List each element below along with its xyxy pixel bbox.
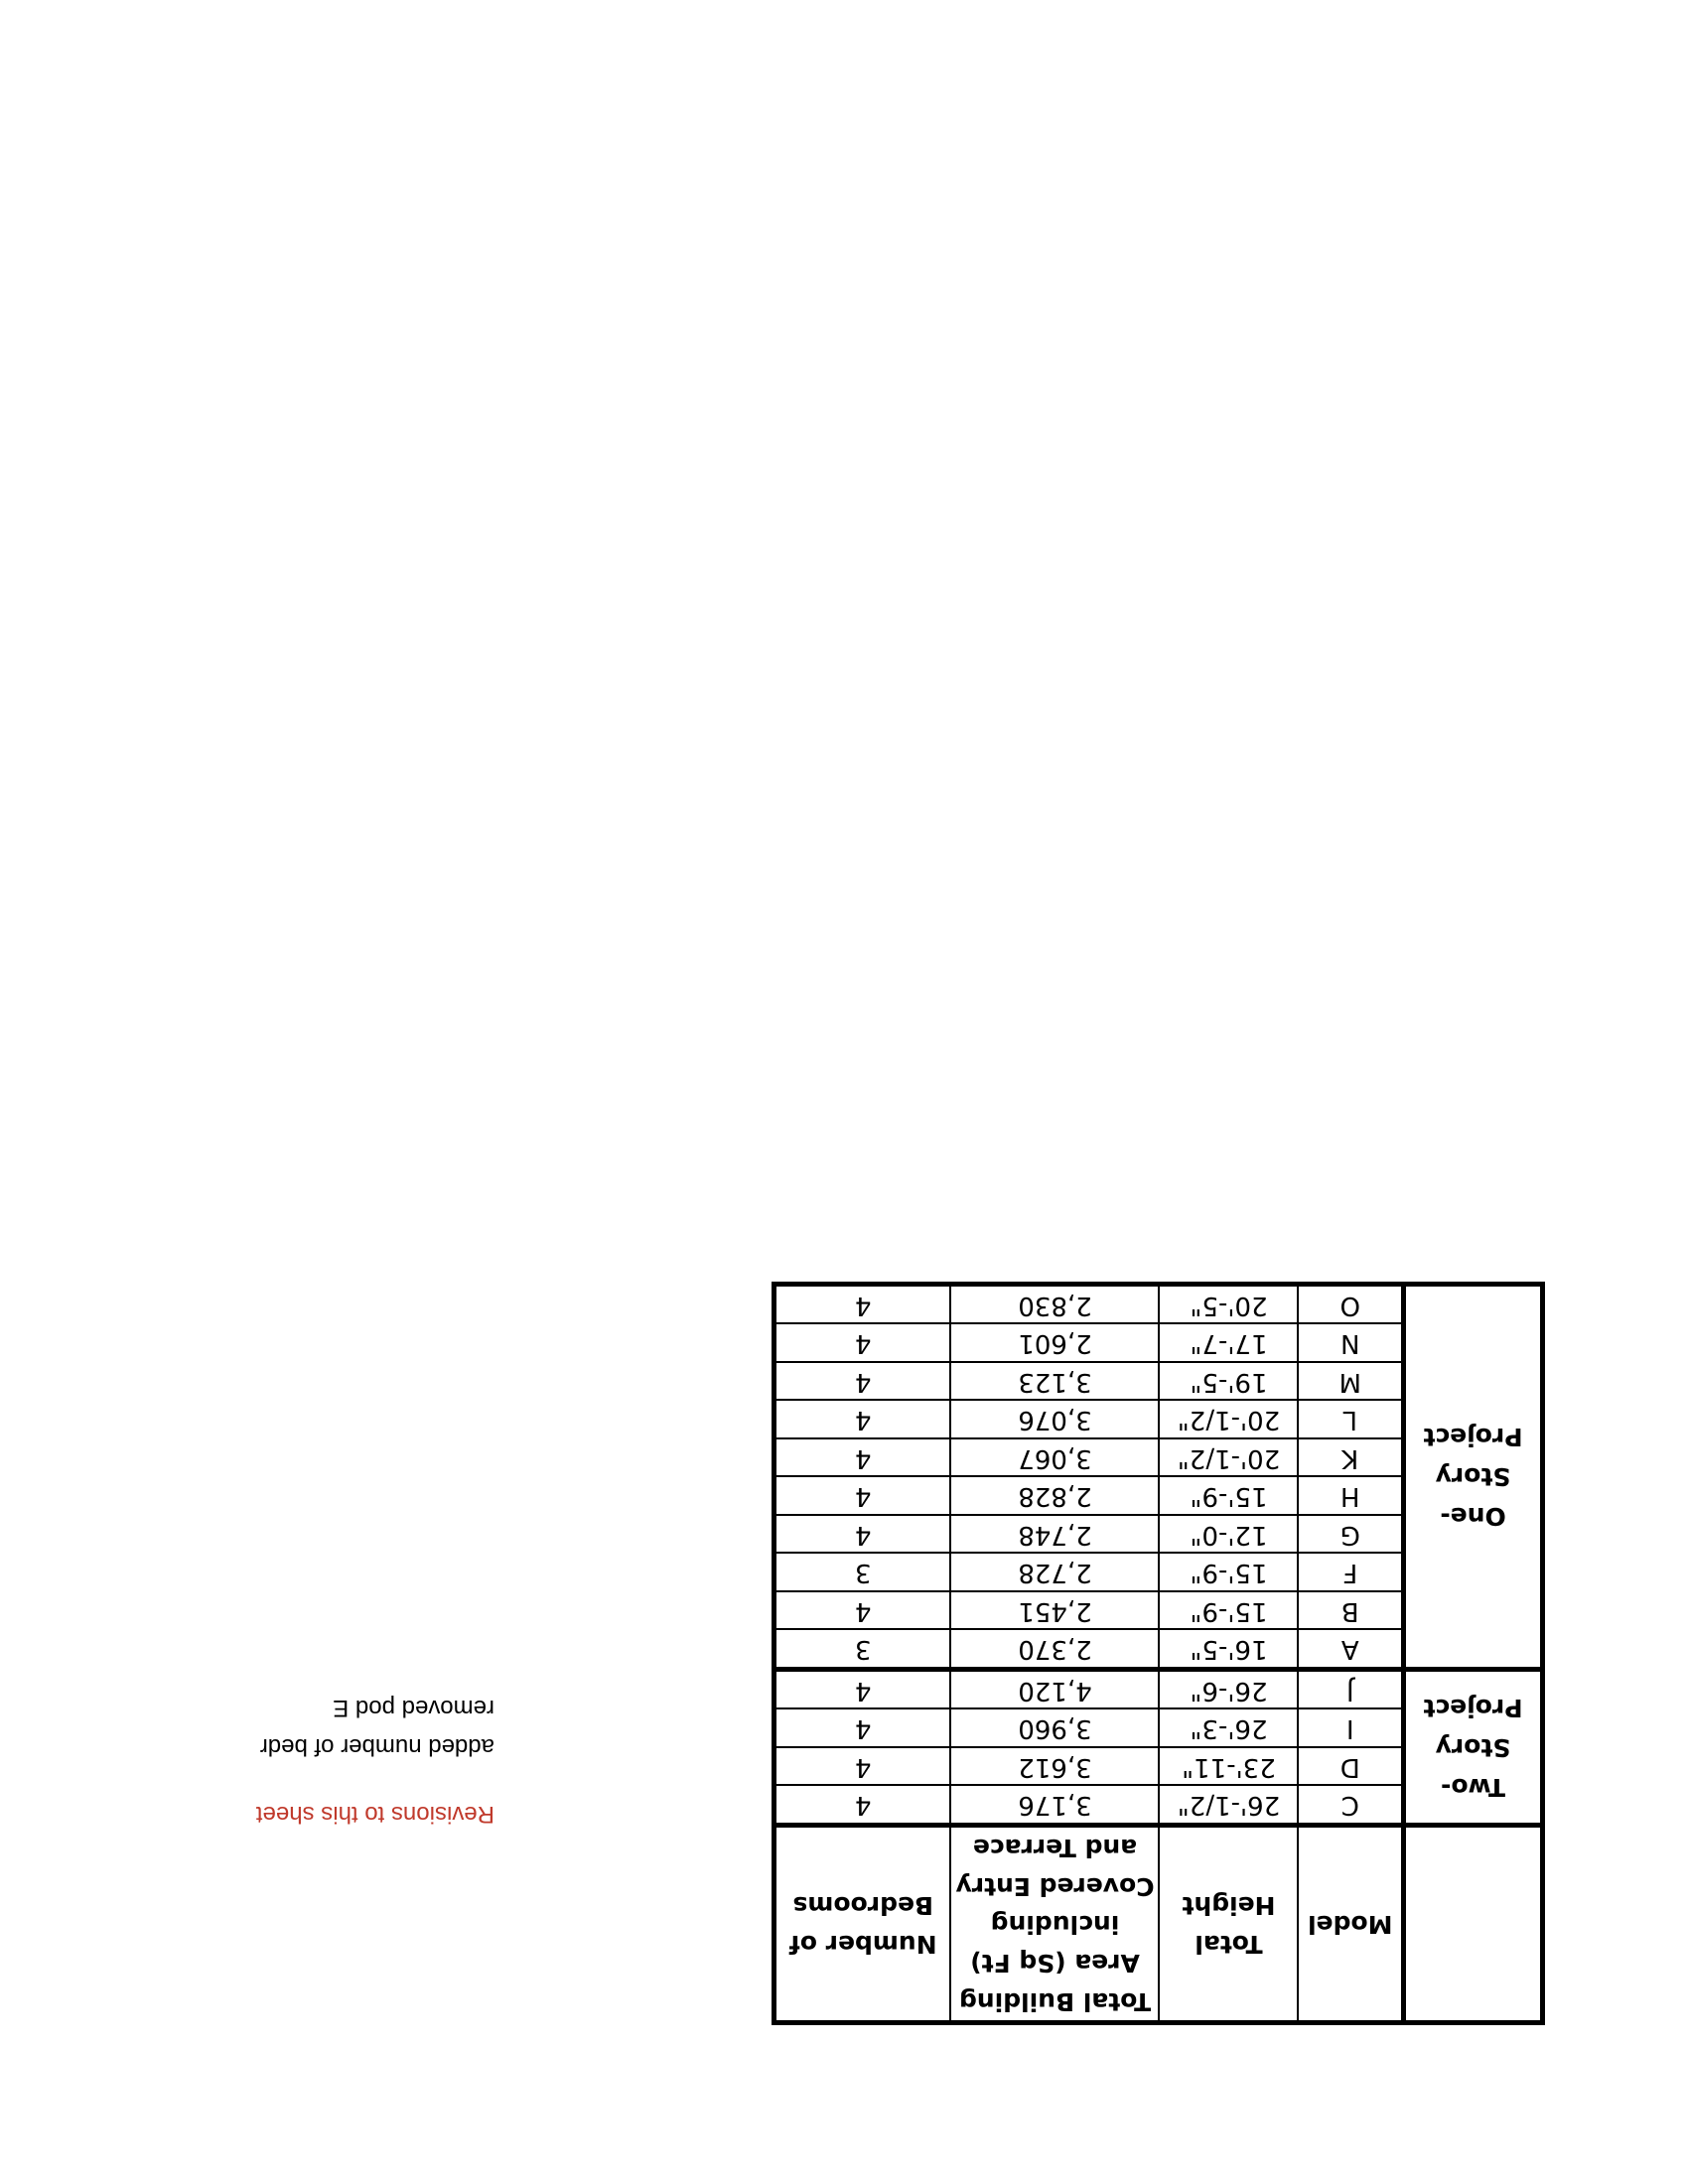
- revision-item: removed pod E: [333, 1694, 494, 1721]
- area-cell: 3,960: [951, 1709, 1160, 1748]
- model-cell: I: [1299, 1709, 1404, 1748]
- group-label-cell: One-Story Project: [1404, 1285, 1543, 1670]
- bedrooms-cell: 4: [774, 1709, 951, 1748]
- model-cell: K: [1299, 1438, 1404, 1477]
- area-cell: 4,120: [951, 1670, 1160, 1709]
- height-cell: 20'-1/2": [1160, 1438, 1299, 1477]
- bedrooms-cell: 4: [774, 1285, 951, 1324]
- model-cell: J: [1299, 1670, 1404, 1709]
- bedrooms-cell: 3: [774, 1554, 951, 1592]
- area-cell: 2,601: [951, 1324, 1160, 1363]
- height-cell: 15'-9": [1160, 1591, 1299, 1630]
- height-cell: 15'-9": [1160, 1554, 1299, 1592]
- model-column-header: Model: [1299, 1826, 1404, 2023]
- group-column-header: [1404, 1826, 1543, 2023]
- area-cell: 2,728: [951, 1554, 1160, 1592]
- bedrooms-cell: 4: [774, 1438, 951, 1477]
- height-cell: 23'-11": [1160, 1747, 1299, 1786]
- building-summary-table: [772, 1282, 1545, 2025]
- bedrooms-cell: 4: [774, 1786, 951, 1826]
- area-cell: 2,370: [951, 1630, 1160, 1670]
- table-row: [774, 1786, 1543, 1826]
- area-cell: 3,067: [951, 1438, 1160, 1477]
- model-cell: F: [1299, 1554, 1404, 1592]
- model-cell: N: [1299, 1324, 1404, 1363]
- group-label-cell: Two-Story Project: [1404, 1670, 1543, 1826]
- area-column-header: Total Building Area (Sq Ft) including Covered Entry and Terrace: [951, 1826, 1160, 2023]
- bedrooms-cell: 4: [774, 1591, 951, 1630]
- height-cell: 26'-6": [1160, 1670, 1299, 1709]
- height-cell: 19'-5": [1160, 1362, 1299, 1401]
- bedrooms-cell: 4: [774, 1747, 951, 1786]
- bedrooms-cell: 4: [774, 1670, 951, 1709]
- height-cell: 15'-9": [1160, 1477, 1299, 1516]
- height-cell: 20'-5": [1160, 1285, 1299, 1324]
- table-body: [774, 1285, 1543, 1826]
- bedrooms-cell: 3: [774, 1630, 951, 1670]
- model-cell: A: [1299, 1630, 1404, 1670]
- area-cell: 2,451: [951, 1591, 1160, 1630]
- area-cell: 2,748: [951, 1515, 1160, 1554]
- table-header-row: [774, 1826, 1543, 2023]
- model-cell: M: [1299, 1362, 1404, 1401]
- area-cell: 2,830: [951, 1285, 1160, 1324]
- model-cell: O: [1299, 1285, 1404, 1324]
- area-cell: 3,123: [951, 1362, 1160, 1401]
- bedrooms-column-header: Number of Bedrooms: [774, 1826, 951, 2023]
- model-cell: D: [1299, 1747, 1404, 1786]
- table-row: [774, 1630, 1543, 1670]
- model-cell: G: [1299, 1515, 1404, 1554]
- bedrooms-cell: 4: [774, 1324, 951, 1363]
- area-cell: 3,076: [951, 1401, 1160, 1439]
- height-cell: 12'-0": [1160, 1515, 1299, 1554]
- model-cell: C: [1299, 1786, 1404, 1826]
- bedrooms-cell: 4: [774, 1515, 951, 1554]
- height-cell: 26'-1/2": [1160, 1786, 1299, 1826]
- height-cell: 17'-7": [1160, 1324, 1299, 1363]
- bedrooms-cell: 4: [774, 1362, 951, 1401]
- height-column-header: Total Height: [1160, 1826, 1299, 2023]
- area-cell: 2,828: [951, 1477, 1160, 1516]
- model-cell: B: [1299, 1591, 1404, 1630]
- area-cell: 3,612: [951, 1747, 1160, 1786]
- model-cell: L: [1299, 1401, 1404, 1439]
- revision-item: added number of bedr: [259, 1733, 494, 1761]
- height-cell: 16'-5": [1160, 1630, 1299, 1670]
- revisions-title: Revisions to this sheet: [255, 1801, 494, 1828]
- bedrooms-cell: 4: [774, 1477, 951, 1516]
- model-cell: H: [1299, 1477, 1404, 1516]
- revisions-note: [177, 1688, 494, 1834]
- height-cell: 20'-1/2": [1160, 1401, 1299, 1439]
- bedrooms-cell: 4: [774, 1401, 951, 1439]
- height-cell: 26'-3": [1160, 1709, 1299, 1748]
- area-cell: 3,176: [951, 1786, 1160, 1826]
